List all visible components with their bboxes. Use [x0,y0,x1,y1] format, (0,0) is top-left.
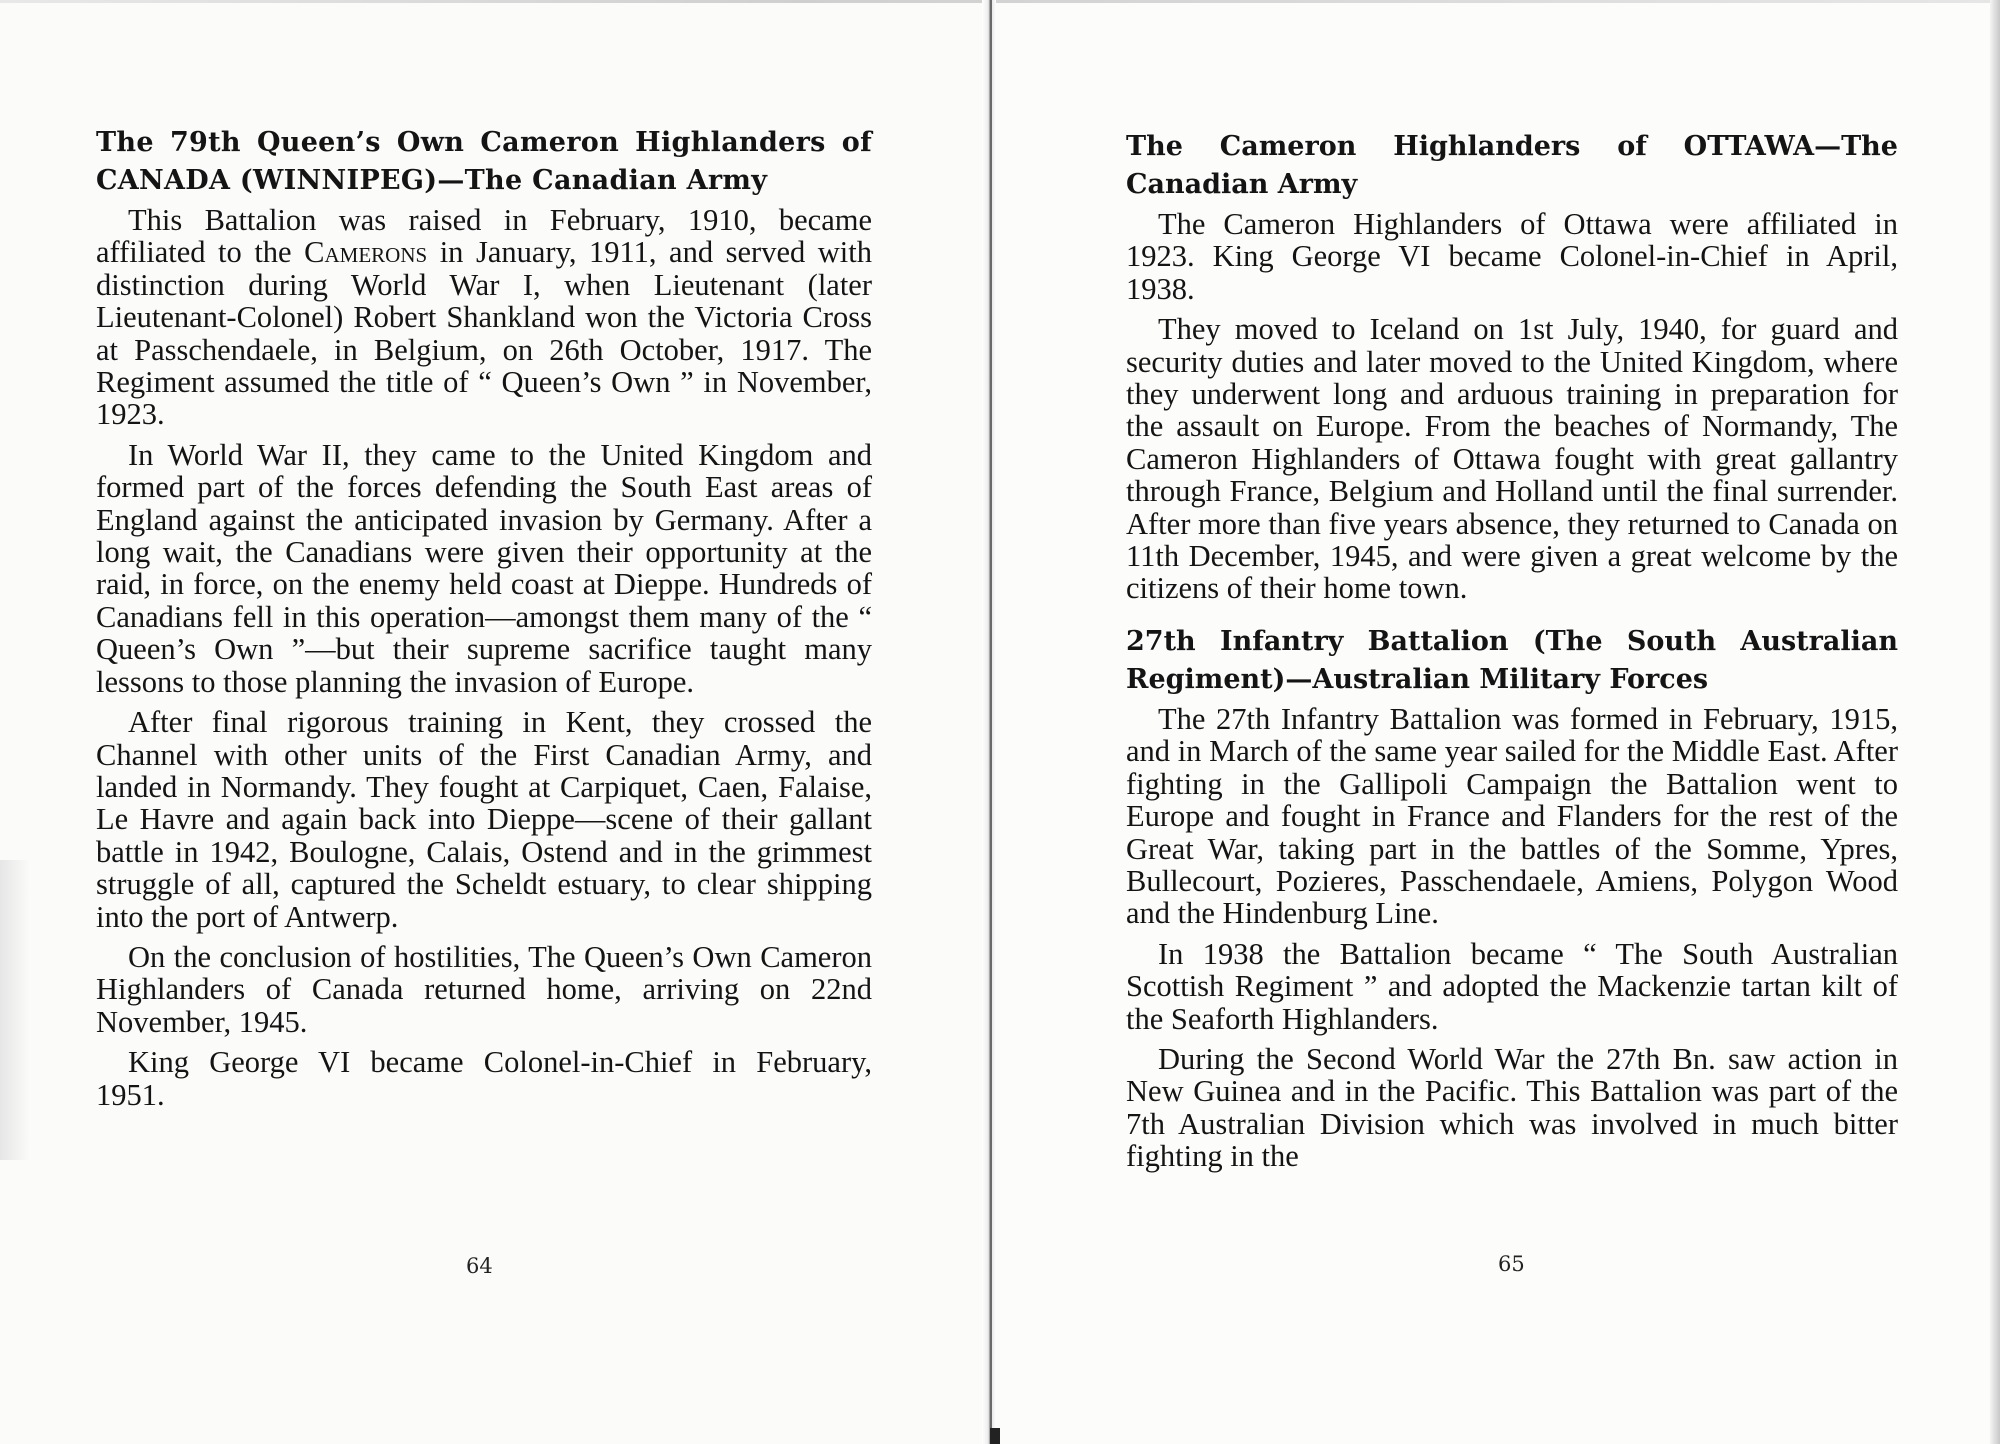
gutter-bottom-corner [990,1428,1000,1444]
left-paragraph-2: In World War II, they came to the United Kingdom and formed part of the forces defending the South East areas of England against the anticipated invasion by Germany. After a long wait, the Canadians were given their opportunity at the raid, in force, on the enemy held coast at Dieppe. Hundreds of Canadians fell in this operation—amongst them many of the “ Queen’s Own ”—but their supreme sacrifice taught many lessons to those planning the invasion of Europe. [96,437,872,699]
left-page-heading: The 79th Queen’s Own Cameron Highlanders of CANADA (WINNIPEG)—The Canadian Army [96,127,872,196]
left-paragraph-4: On the conclusion of hostilities, The Queen’s Own Cameron Highlanders of Canada returned home, arriving on 22nd November, 1945. [96,939,872,1039]
left-page-fold-shadow [0,860,30,1160]
left-paragraph-5: King George VI became Colonel-in-Chief in February, 1951. [96,1045,872,1112]
left-page-number: 64 [466,1254,493,1278]
left-paragraph-1-start: This Battalion was raised in February, 1910, became affiliated to the [96,203,872,270]
left-paragraph-1-end: in January, 1911, and served with distinction during World War I, when Lieutenant (later Lieutenant-Colonel) Robert Shankland won the Victoria Cross at Passchendaele, in Belgium, on 26th October, 1917. The Regiment assumed the title of “ Queen’s Own ” in November, 1923. [96,235,872,432]
right-text-column [1126,128,1898,1181]
left-paragraph-1 [96,204,872,431]
right-section-1-paragraph-1: The Cameron Highlanders of Ottawa were affiliated in 1923. King George VI became Colonel-in-Chief in April, 1938. [1126,207,1898,306]
right-section-2-paragraph-2: In 1938 the Battalion became “ The South Australian Scottish Regiment ” and adopted the Mackenzie tartan kilt of the Seaforth Highlanders. [1126,936,1898,1036]
book-gutter [982,0,996,1444]
left-paragraph-3: After final rigorous training in Kent, they crossed the Channel with other units of the First Canadian Army, and landed in Normandy. They fought at Carpiquet, Caen, Falaise, Le Havre and again back into Dieppe—scene of their gallant battle in 1942, Boulogne, Calais, Ostend and in the grimmest struggle of all, captured the Scheldt estuary, to clear shipping into the port of Antwerp. [96,705,872,934]
right-page-heading-2: 27th Infantry Battalion (The South Australian Regiment)—Australian Military Forces [1126,625,1898,695]
right-page-edge-shadow [1990,0,2000,1444]
gutter-line [990,0,992,1444]
right-page-heading-1: The Cameron Highlanders of OTTAWA—The Canadian Army [1126,131,1898,200]
right-section-2-paragraph-3: During the Second World War the 27th Bn. saw action in New Guinea and in the Pacific. This Battalion was part of the 7th Australian Division which was involved in much bitter fighting in the [1126,1041,1898,1174]
top-page-edge [0,0,2000,3]
right-section-1-paragraph-2: They moved to Iceland on 1st July, 1940, for guard and security duties and later moved to the United Kingdom, where they underwent long and arduous training in preparation for the assault on Europe. From the beaches of Normandy, The Cameron Highlanders of Ottawa fought with great gallantry through France, Belgium and Holland until the final surrender. After more than five years absence, they returned to Canada on 11th December, 1945, and were given a great welcome by the citizens of their home town. [1126,312,1898,606]
right-page-number: 65 [1498,1252,1525,1276]
left-paragraph-1-small-caps: Camerons [304,235,428,270]
right-section-2-paragraph-1: The 27th Infantry Battalion was formed in February, 1915, and in March of the same year sailed for the Middle East. After fighting in the Gallipoli Campaign the Battalion went to Europe and fought in France and Flanders for the rest of the Great War, taking part in the battles of the Somme, Ypres, Bullecourt, Pozieres, Passchendaele, Amiens, Polygon Wood and the Hindenburg Line. [1126,701,1898,931]
left-text-column [96,124,872,1119]
